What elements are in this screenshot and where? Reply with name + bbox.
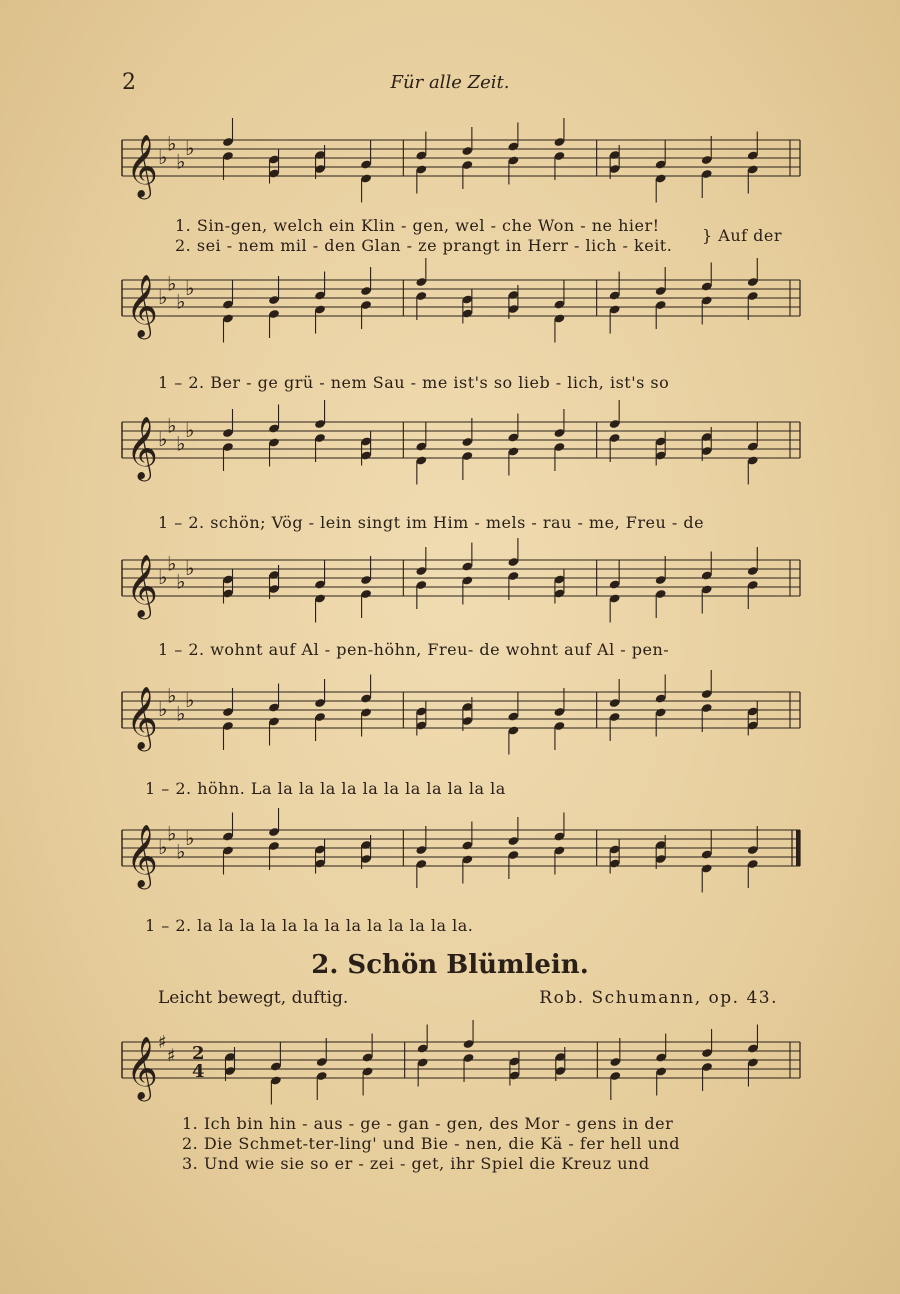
music-staff-2: [120, 258, 802, 368]
svg-text:♭: ♭: [167, 131, 177, 156]
lyric-line-6: 1 – 2. la la la la la la la la la la la la la.: [145, 916, 474, 935]
svg-text:♭: ♭: [185, 688, 195, 712]
svg-text:♭: ♭: [158, 835, 168, 859]
svg-text:♭: ♭: [176, 289, 186, 314]
music-staff-5: [120, 670, 802, 780]
song-lyric-1: 1. Ich bin hin - aus - ge - gan - gen, des Mor - gens in der: [182, 1114, 674, 1133]
lyric-line-2: 1 – 2. Ber - ge grü - nem Sau - me ist's so lieb - lich, ist's so: [158, 373, 670, 392]
svg-text:♭: ♭: [158, 285, 168, 309]
svg-text:𝄞: 𝄞: [126, 274, 158, 337]
svg-text:♭: ♭: [185, 276, 195, 300]
lyric-line-1b: 2. sei - nem mil - den Glan - ze prangt in Herr - lich - keit.: [175, 236, 673, 255]
composer: Rob. Schumann, op. 43.: [539, 988, 778, 1008]
lyric-line-5: 1 – 2. höhn. La la la la la la la la la la la la: [145, 779, 506, 798]
svg-text:♭: ♭: [185, 556, 195, 580]
lyric-aside-1: } Auf der: [702, 226, 782, 245]
svg-text:♯: ♯: [167, 1045, 176, 1067]
svg-text:♭: ♭: [158, 145, 168, 169]
music-staff-4: [120, 538, 802, 648]
svg-text:♭: ♭: [167, 821, 177, 846]
svg-text:4: 4: [192, 1061, 205, 1082]
svg-text:♯: ♯: [158, 1032, 167, 1053]
lyric-line-4: 1 – 2. wohnt auf Al - pen-höhn, Freu- de wohnt auf Al - pen-: [158, 640, 670, 659]
tempo-marking: Leicht bewegt, duftig.: [158, 988, 349, 1008]
svg-text:♭: ♭: [185, 826, 195, 850]
music-staff-3: [120, 400, 802, 510]
svg-text:♭: ♭: [185, 136, 195, 160]
svg-text:♭: ♭: [158, 427, 168, 451]
svg-text:♭: ♭: [167, 551, 177, 576]
svg-text:𝄞: 𝄞: [126, 134, 158, 197]
svg-text:♭: ♭: [158, 697, 168, 721]
svg-text:𝄞: 𝄞: [126, 416, 158, 479]
svg-text:♭: ♭: [176, 701, 186, 726]
song-title: 2. Schön Blümlein.: [311, 950, 589, 980]
svg-text:𝄞: 𝄞: [126, 1036, 158, 1099]
svg-text:♭: ♭: [176, 839, 186, 864]
svg-text:2: 2: [192, 1043, 205, 1064]
svg-text:♭: ♭: [167, 413, 177, 438]
svg-text:𝄞: 𝄞: [126, 686, 158, 749]
svg-text:♭: ♭: [167, 683, 177, 708]
svg-text:𝄞: 𝄞: [126, 554, 158, 617]
running-title: Für alle Zeit.: [390, 72, 510, 93]
svg-text:♭: ♭: [185, 418, 195, 442]
song-lyric-2: 2. Die Schmet-ter-ling' und Bie - nen, die Kä - fer hell und: [182, 1134, 680, 1153]
svg-text:♭: ♭: [176, 569, 186, 594]
music-staff-6: [120, 808, 802, 918]
song-lyric-3: 3. Und wie sie so er - zei - get, ihr Spiel die Kreuz und: [182, 1154, 650, 1173]
music-staff-1: [120, 118, 802, 228]
svg-text:♭: ♭: [176, 149, 186, 174]
lyric-line-1a: 1. Sin-gen, welch ein Klin - gen, wel - che Won - ne hier!: [175, 216, 660, 235]
svg-text:𝄞: 𝄞: [126, 824, 158, 887]
page-number: 2: [122, 70, 136, 95]
svg-text:♭: ♭: [176, 431, 186, 456]
svg-text:♭: ♭: [167, 271, 177, 296]
svg-text:♭: ♭: [158, 565, 168, 589]
page-header: [0, 70, 900, 100]
lyric-line-3: 1 – 2. schön; Vög - lein singt im Him - mels - rau - me, Freu - de: [158, 513, 705, 532]
